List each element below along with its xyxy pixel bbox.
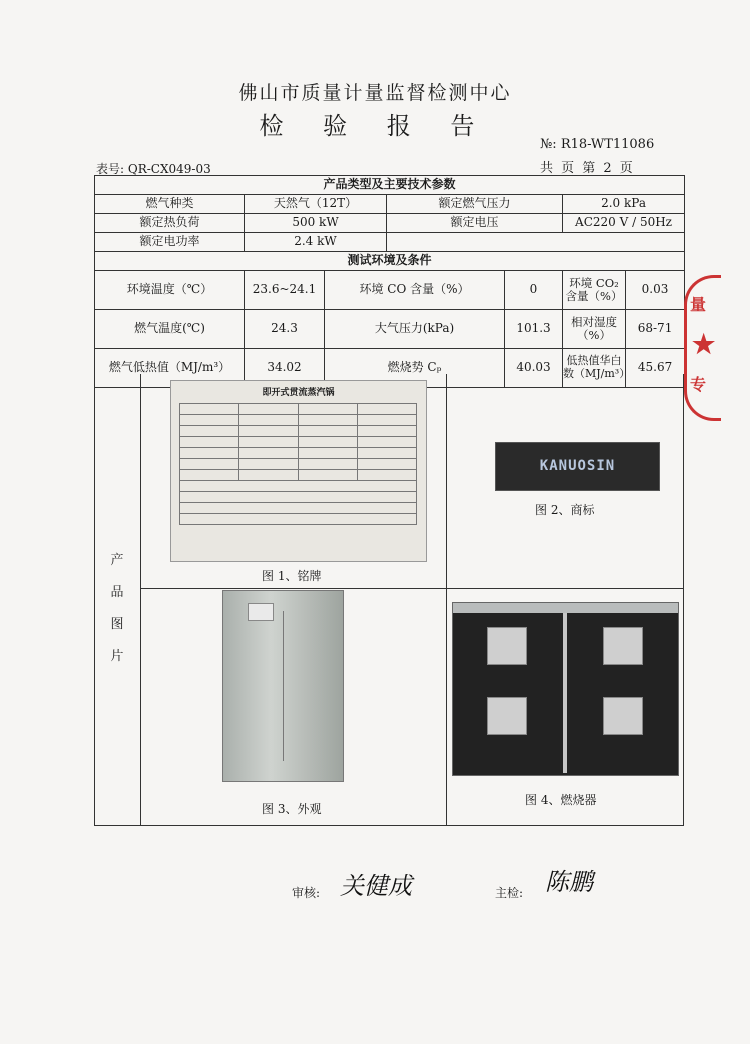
burner-unit bbox=[603, 697, 643, 735]
seal-text-top: 量 bbox=[690, 295, 707, 314]
page-count: 共 页 第 2 页 bbox=[540, 161, 635, 176]
co-value: 0 bbox=[505, 271, 563, 310]
rated-pressure-label: 额定燃气压力 bbox=[387, 195, 563, 214]
fig4-caption: 图 4、燃烧器 bbox=[525, 793, 597, 807]
report-title: 检 验 报 告 bbox=[259, 112, 491, 140]
humidity-value: 68-71 bbox=[637, 321, 673, 336]
gas-type-value: 天然气（12T） bbox=[245, 195, 387, 214]
lhv-value: 34.02 bbox=[245, 349, 325, 388]
center-post bbox=[563, 613, 567, 773]
gas-temp-label: 燃气温度(℃) bbox=[95, 310, 245, 349]
humidity-label: 相对湿度（%） bbox=[563, 310, 626, 348]
co-label: 环境 CO 含量（%） bbox=[325, 271, 505, 310]
lhv-label: 燃气低热值（MJ/m³） bbox=[95, 349, 245, 388]
nameplate-title: 即开式贯流蒸汽锅 bbox=[262, 388, 335, 398]
rated-pressure-value: 2.0 kPa bbox=[563, 195, 685, 214]
nameplate-photo bbox=[170, 380, 427, 562]
fig3-caption: 图 3、外观 bbox=[262, 802, 322, 816]
rated-power-value: 2.4 kW bbox=[245, 233, 387, 252]
brand-logo-photo: KANUOSIN bbox=[495, 442, 660, 491]
burner-photo bbox=[452, 602, 679, 776]
gas-temp-value: 24.3 bbox=[245, 310, 325, 349]
burner-unit bbox=[603, 627, 643, 665]
atm-pressure-label: 大气压力(kPa) bbox=[325, 310, 505, 349]
rated-heat-value: 500 kW bbox=[245, 214, 387, 233]
atm-pressure-value: 101.3 bbox=[505, 310, 563, 349]
fig2-caption: 图 2、商标 bbox=[535, 503, 595, 517]
burner-unit bbox=[487, 697, 527, 735]
product-photos-label: 产品图片 bbox=[110, 553, 124, 664]
ambient-temp-label: 环境温度（℃） bbox=[95, 271, 245, 310]
organization-name: 佛山市质量计量监督检测中心 bbox=[238, 82, 512, 104]
section-title-spec: 产品类型及主要技术参数 bbox=[95, 176, 685, 195]
photo-divider-horizontal bbox=[140, 588, 684, 589]
empty-cell bbox=[387, 233, 685, 252]
report-number: №: R18-WT11086 bbox=[540, 137, 655, 152]
rated-voltage-label: 额定电压 bbox=[387, 214, 563, 233]
co2-label: 环境 CO₂ 含量（%） bbox=[563, 271, 626, 309]
gas-type-label: 燃气种类 bbox=[95, 195, 245, 214]
control-panel bbox=[248, 603, 274, 621]
rated-power-label: 额定电功率 bbox=[95, 233, 245, 252]
photo-divider-vertical bbox=[446, 374, 447, 826]
ambient-temp-value: 23.6~24.1 bbox=[245, 271, 325, 310]
fig1-caption: 图 1、铭牌 bbox=[262, 569, 322, 583]
combustion-potential-label: 燃烧势 Cₚ bbox=[325, 349, 505, 388]
door-seam bbox=[283, 611, 284, 761]
wobbe-label: 低热值华白数（MJ/m³） bbox=[563, 349, 626, 387]
photo-label-divider bbox=[140, 374, 141, 826]
exterior-photo bbox=[222, 590, 344, 782]
seal-text-bottom: 专 bbox=[690, 375, 707, 394]
reviewer-signature: 关健成 bbox=[340, 872, 412, 900]
seal-star-icon: ★ bbox=[692, 330, 716, 360]
section-title-env: 测试环境及条件 bbox=[95, 252, 685, 271]
co2-value: 0.03 bbox=[641, 282, 669, 297]
spec-table bbox=[94, 175, 685, 388]
nameplate-table bbox=[179, 403, 417, 525]
reviewer-label: 审核: bbox=[292, 886, 321, 900]
inspector-signature: 陈鹏 bbox=[545, 868, 593, 896]
combustion-potential-value: 40.03 bbox=[505, 349, 563, 388]
burner-unit bbox=[487, 627, 527, 665]
rated-heat-label: 额定热负荷 bbox=[95, 214, 245, 233]
top-rail bbox=[453, 603, 678, 613]
wobbe-value: 45.67 bbox=[637, 360, 673, 375]
rated-voltage-value: AC220 V / 50Hz bbox=[563, 214, 685, 233]
form-number: 表号: QR-CX049-03 bbox=[96, 162, 211, 176]
inspector-label: 主检: bbox=[495, 886, 524, 900]
